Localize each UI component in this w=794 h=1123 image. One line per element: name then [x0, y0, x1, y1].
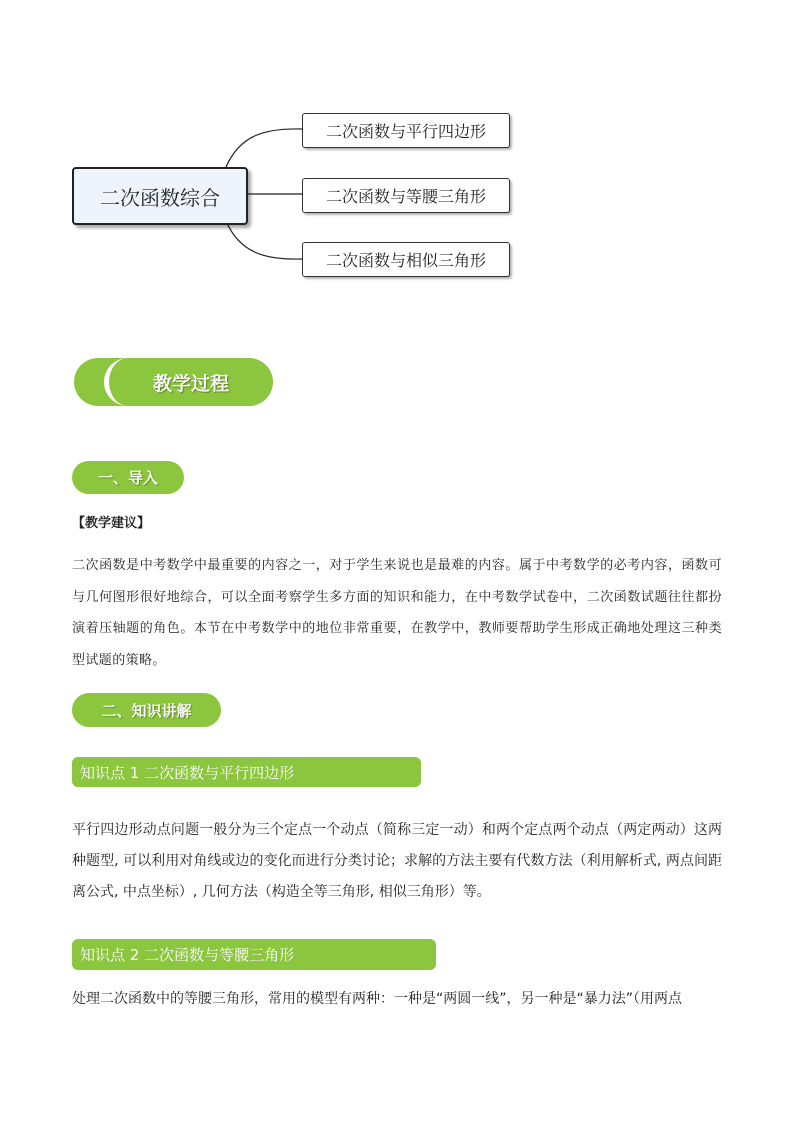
- knowledge-point-2-title: 知识点 2 二次函数与等腰三角形: [72, 939, 436, 970]
- connector-line-3: [226, 221, 302, 259]
- knowledge-point-1-paragraph: 平行四边形动点问题一般分为三个定点一个动点（简称三定一动）和两个定点两个动点（两定两动）这两种题型, 可以利用对角线或边的变化而进行分类讨论；求解的方法主要有代数方法（利用解析式, 两点间距离公式, 中点坐标）, 几何方法（构造全等三角形, 相似三角形）等。: [72, 822, 722, 900]
- knowledge-point-1-title: 知识点 1 二次函数与平行四边形: [72, 757, 421, 787]
- section-banner: [74, 358, 268, 406]
- mindmap: [0, 0, 794, 300]
- mindmap-branch-node: 二次函数与平行四边形: [302, 113, 510, 148]
- mindmap-branch-node: 二次函数与等腰三角形: [302, 178, 510, 213]
- knowledge-point-2-paragraph: 处理二次函数中的等腰三角形，常用的模型有两种：一种是“两圆一线”，另一种是“暴力法”（用两点: [72, 991, 683, 1007]
- connector-line-1: [226, 129, 302, 167]
- intro-heading: 一、导入: [72, 461, 184, 494]
- section-banner-title: 教学过程: [104, 358, 273, 406]
- knowledge-heading: 二、知识讲解: [72, 693, 221, 727]
- teaching-tip-label: 【教学建议】: [72, 516, 151, 531]
- mindmap-branch-node: 二次函数与相似三角形: [302, 242, 510, 277]
- mindmap-root-node: 二次函数综合: [72, 167, 248, 225]
- intro-paragraph: 二次函数是中考数学中最重要的内容之一，对于学生来说也是最难的内容。属于中考数学的必考内容，函数可与几何图形很好地综合，可以全面考察学生多方面的知识和能力，在中考数学试卷中，二次函数试题往往都扮演着压轴题的角色。本节在中考数学中的地位非常重要，在教学中，教师要帮助学生形成正确地处理这三种类型试题的策略。: [72, 558, 722, 668]
